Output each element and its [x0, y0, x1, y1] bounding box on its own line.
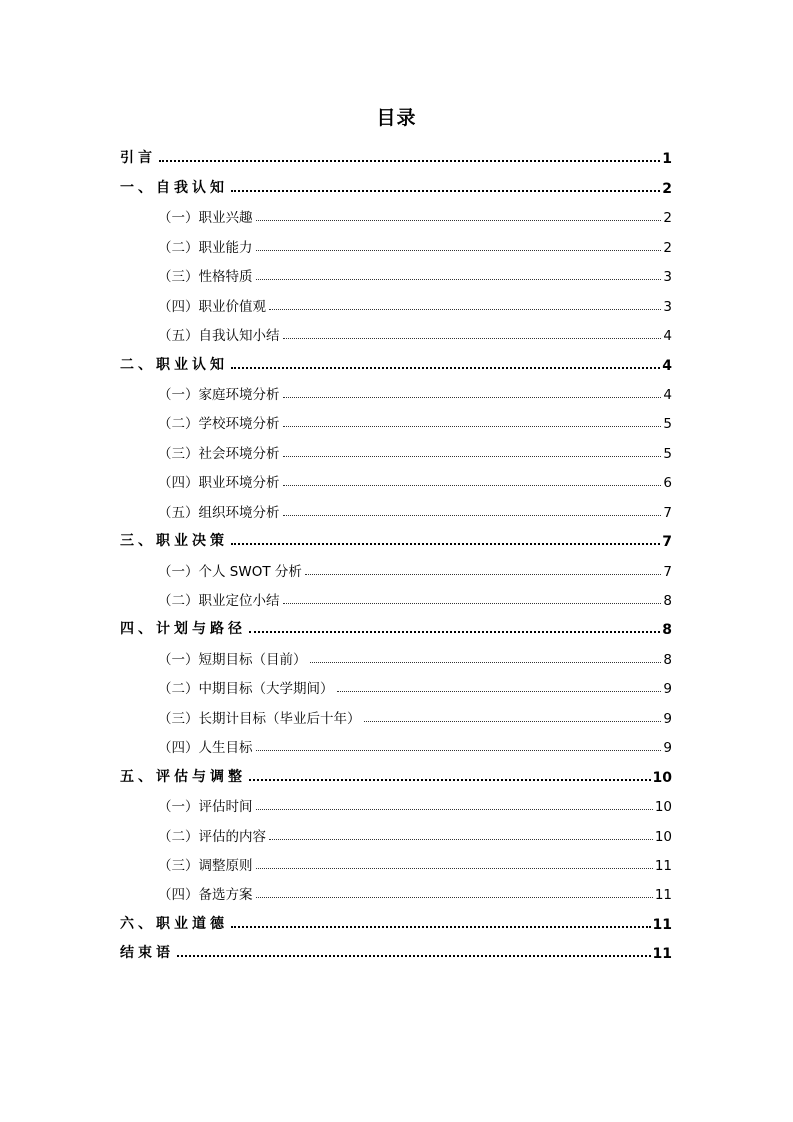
- dot-leader: [256, 868, 653, 869]
- dot-leader: [364, 721, 662, 722]
- toc-entry-page-number: 10: [652, 769, 672, 786]
- toc-chapter-entry[interactable]: [120, 142, 672, 171]
- toc-entry-page-number: 11: [652, 946, 672, 963]
- dot-leader: [231, 190, 660, 192]
- toc-entry-page-number: 7: [662, 534, 672, 551]
- toc-entry-page-number: 9: [663, 710, 672, 727]
- toc-section-entry[interactable]: [120, 466, 672, 495]
- toc-entry-page-number: 2: [663, 210, 672, 227]
- toc-section-entry[interactable]: [120, 731, 672, 760]
- toc-section-entry[interactable]: [120, 701, 672, 730]
- dot-leader: [283, 603, 662, 604]
- toc-entry-page-number: 8: [663, 593, 672, 609]
- toc-entry-page-number: 9: [663, 740, 672, 757]
- toc-entry-label: 一、自我认知: [120, 179, 228, 196]
- toc-entry-page-number: 4: [662, 357, 672, 374]
- toc-entry-label: （二）职业能力: [158, 239, 253, 256]
- toc-section-entry[interactable]: [120, 849, 672, 878]
- toc-entry-page-number: 8: [663, 651, 672, 668]
- dot-leader: [159, 160, 660, 162]
- toc-entry-label: （四）职业价值观: [158, 298, 266, 315]
- dot-leader: [249, 631, 660, 633]
- toc-entry-label: （四）职业环境分析: [158, 475, 280, 492]
- toc-entry-page-number: 7: [663, 563, 672, 580]
- toc-section-entry[interactable]: [120, 319, 672, 348]
- dot-leader: [283, 397, 662, 398]
- toc-entry-label: （二）中期目标（大学期间）: [158, 681, 334, 698]
- dot-leader: [256, 750, 662, 751]
- toc-entry-label: 三、职业决策: [120, 533, 228, 550]
- toc-entry-label: （三）长期计目标（毕业后十年）: [158, 710, 361, 727]
- dot-leader: [231, 543, 660, 545]
- dot-leader: [256, 897, 653, 898]
- toc-entry-page-number: 2: [662, 180, 672, 197]
- toc-chapter-entry[interactable]: [120, 760, 672, 789]
- toc-chapter-entry[interactable]: [120, 613, 672, 642]
- toc-section-entry[interactable]: [120, 407, 672, 436]
- toc-entry-page-number: 10: [654, 799, 672, 816]
- toc-entry-label: 二、职业认知: [120, 356, 228, 373]
- toc-entry-page-number: 5: [663, 416, 672, 433]
- toc-chapter-entry[interactable]: [120, 907, 672, 936]
- toc-chapter-entry[interactable]: [120, 171, 672, 200]
- dot-leader: [256, 250, 662, 251]
- toc-chapter-entry[interactable]: [120, 937, 672, 966]
- dot-leader: [283, 485, 662, 486]
- dot-leader: [337, 691, 662, 692]
- toc-entry-label: 六、职业道德: [120, 915, 228, 932]
- toc-entry-label: （一）短期目标（目前）: [158, 651, 307, 668]
- toc-entry-label: 结束语: [120, 945, 174, 962]
- dot-leader: [177, 955, 651, 957]
- toc-entry-label: （三）调整原则: [158, 857, 253, 874]
- toc-entry-page-number: 5: [663, 445, 672, 462]
- toc-entry-page-number: 3: [663, 298, 672, 315]
- dot-leader: [305, 574, 662, 575]
- toc-section-entry[interactable]: [120, 260, 672, 289]
- toc-entry-label: 引言: [120, 150, 156, 167]
- table-of-contents: [120, 142, 672, 966]
- toc-section-entry[interactable]: [120, 289, 672, 318]
- toc-entry-label: （四）备选方案: [158, 887, 253, 904]
- toc-section-entry[interactable]: [120, 230, 672, 259]
- toc-section-entry[interactable]: [120, 378, 672, 407]
- dot-leader: [256, 809, 653, 810]
- toc-entry-page-number: 9: [663, 681, 672, 698]
- toc-entry-label: （四）人生目标: [158, 740, 253, 757]
- toc-entry-label: （一）评估时间: [158, 799, 253, 816]
- toc-entry-label: （三）社会环境分析: [158, 445, 280, 462]
- toc-entry-label: 四、计划与路径: [120, 621, 246, 638]
- toc-section-entry[interactable]: [120, 584, 672, 613]
- toc-entry-label: （二）职业定位小结: [158, 593, 280, 609]
- toc-entry-label: （三）性格特质: [158, 269, 253, 286]
- dot-leader: [283, 515, 662, 516]
- toc-entry-label: （二）评估的内容: [158, 828, 266, 845]
- toc-section-entry[interactable]: [120, 819, 672, 848]
- toc-section-entry[interactable]: [120, 790, 672, 819]
- toc-section-entry[interactable]: [120, 554, 672, 583]
- toc-entry-label: （一）个人 SWOT 分析: [158, 563, 302, 580]
- dot-leader: [269, 839, 653, 840]
- toc-entry-page-number: 2: [663, 239, 672, 256]
- toc-section-entry[interactable]: [120, 436, 672, 465]
- toc-section-entry[interactable]: [120, 642, 672, 671]
- toc-entry-label: （二）学校环境分析: [158, 416, 280, 433]
- toc-section-entry[interactable]: [120, 201, 672, 230]
- toc-section-entry[interactable]: [120, 878, 672, 907]
- dot-leader: [283, 426, 662, 427]
- dot-leader: [256, 279, 662, 280]
- toc-chapter-entry[interactable]: [120, 348, 672, 377]
- toc-section-entry[interactable]: [120, 672, 672, 701]
- dot-leader: [231, 367, 660, 369]
- dot-leader: [269, 309, 661, 310]
- toc-entry-page-number: 11: [652, 916, 672, 933]
- toc-entry-page-number: 10: [654, 828, 672, 845]
- toc-section-entry[interactable]: [120, 495, 672, 524]
- dot-leader: [310, 662, 662, 663]
- dot-leader: [256, 220, 662, 221]
- toc-entry-label: 五、评估与调整: [120, 768, 246, 785]
- toc-entry-page-number: 7: [663, 504, 672, 521]
- toc-entry-page-number: 4: [663, 328, 672, 345]
- toc-entry-page-number: 3: [663, 269, 672, 286]
- toc-entry-page-number: 11: [654, 887, 672, 904]
- toc-entry-page-number: 1: [662, 151, 672, 168]
- toc-entry-page-number: 4: [663, 386, 672, 403]
- toc-entry-page-number: 8: [662, 622, 672, 639]
- dot-leader: [283, 456, 662, 457]
- toc-chapter-entry[interactable]: [120, 525, 672, 554]
- toc-entry-page-number: 6: [663, 475, 672, 492]
- toc-entry-label: （一）家庭环境分析: [158, 386, 280, 403]
- dot-leader: [283, 338, 662, 339]
- toc-entry-label: （五）组织环境分析: [158, 504, 280, 521]
- dot-leader: [249, 779, 651, 781]
- toc-entry-label: （五）自我认知小结: [158, 328, 280, 345]
- dot-leader: [231, 926, 651, 928]
- toc-entry-label: （一）职业兴趣: [158, 210, 253, 227]
- toc-entry-page-number: 11: [654, 857, 672, 874]
- page-title: 目录: [376, 107, 417, 129]
